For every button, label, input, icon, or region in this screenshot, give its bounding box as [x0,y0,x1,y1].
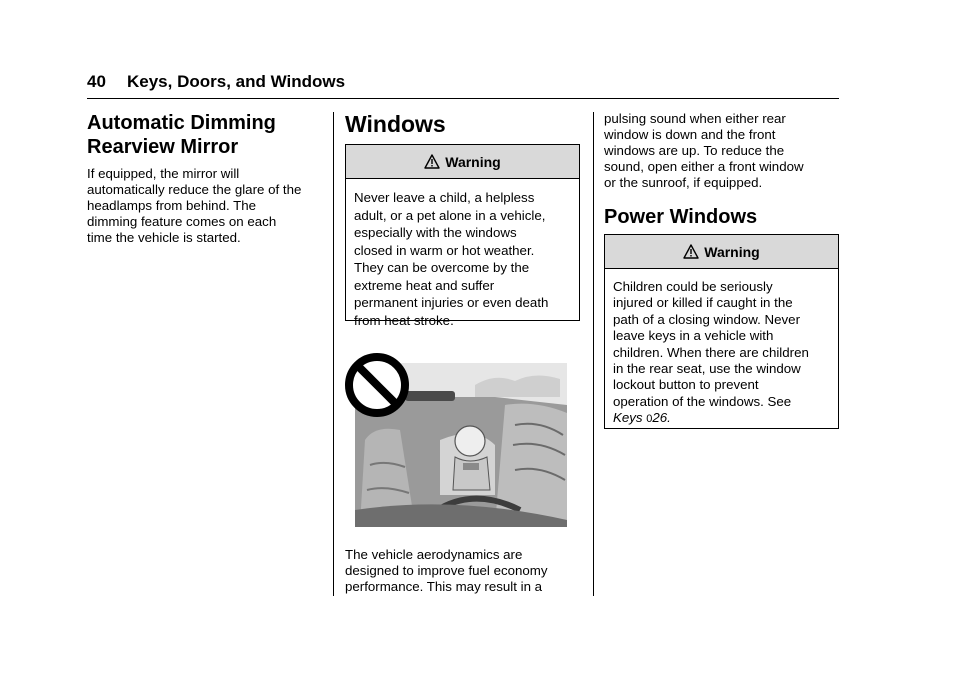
warning-line: in the rear seat, use the window [613,361,801,377]
column-divider-right [593,112,594,596]
warning-line: Never leave a child, a helpless [354,190,535,205]
middle-column [345,111,580,137]
mirror-heading-line1: Automatic Dimming [87,112,276,134]
body-line: headlamps from behind. The [87,198,257,213]
windows-warning-box [345,144,580,328]
body-line: If equipped, the mirror will [87,166,240,181]
body-line: or the sunroof, if equipped. [604,175,763,190]
child-in-car-illustration [345,345,570,527]
warning-line: operation of the windows. See [613,393,792,409]
warning-line: They can be overcome by the [354,260,530,275]
page-number: 40 [87,72,106,91]
body-line: automatically reduce the glare of the [87,182,302,197]
aero-body [345,547,580,595]
warning-text [605,269,838,436]
warning-line: leave keys in a vehicle with [613,328,774,344]
body-line: sound, open either a front window [604,159,804,174]
warning-line: extreme heat and suffer [354,277,495,293]
body-line: dimming feature comes on each [87,214,277,229]
page-ref-symbol: 0 [646,413,653,426]
body-line: pulsing sound when either rear [604,111,786,126]
body-line: window is down and the front [604,127,776,142]
power-windows-warning-box [604,234,839,429]
column-divider-left [333,112,334,596]
mirror-heading-line2: Rearview Mirror [87,136,239,158]
windows-heading: Windows [345,111,446,137]
warning-header [605,235,838,269]
mirror-body [87,166,322,246]
warning-line: Children could be seriously [613,279,773,294]
keys-link[interactable]: Keys [613,410,643,426]
right-column [604,111,839,229]
warning-line: injured or killed if caught in the [613,295,793,311]
warning-header [346,145,579,179]
warning-triangle-icon [683,244,699,259]
mirror-heading [87,111,322,159]
warning-text [346,179,579,337]
page-header [87,72,345,92]
warning-triangle-icon [424,154,440,169]
warning-label: Warning [445,153,501,170]
body-line: designed to improve fuel economy [345,563,548,578]
warning-line: permanent injuries or even death [354,295,549,310]
page-ref-number[interactable]: 26. [652,410,671,426]
warning-line: lockout button to prevent [613,377,759,393]
body-line: windows are up. To reduce the [604,143,785,158]
warning-line: children. When there are children [613,344,809,360]
left-column [87,111,322,246]
cross-reference[interactable] [613,410,830,427]
header-rule [87,98,839,99]
section-title: Keys, Doors, and Windows [127,72,346,91]
warning-line: closed in warm or hot weather. [354,242,535,258]
warning-label: Warning [704,243,760,260]
body-line: time the vehicle is started. [87,230,241,245]
body-line: The vehicle aerodynamics are [345,547,523,562]
warning-line: especially with the windows [354,225,517,240]
body-line: performance. This may result in a [345,579,543,594]
power-windows-heading: Power Windows [604,206,758,228]
warning-line: from heat stroke. [354,312,454,328]
warning-line: path of a closing window. Never [613,311,801,327]
pulsing-body [604,111,839,191]
warning-line: adult, or a pet alone in a vehicle, [354,207,546,223]
